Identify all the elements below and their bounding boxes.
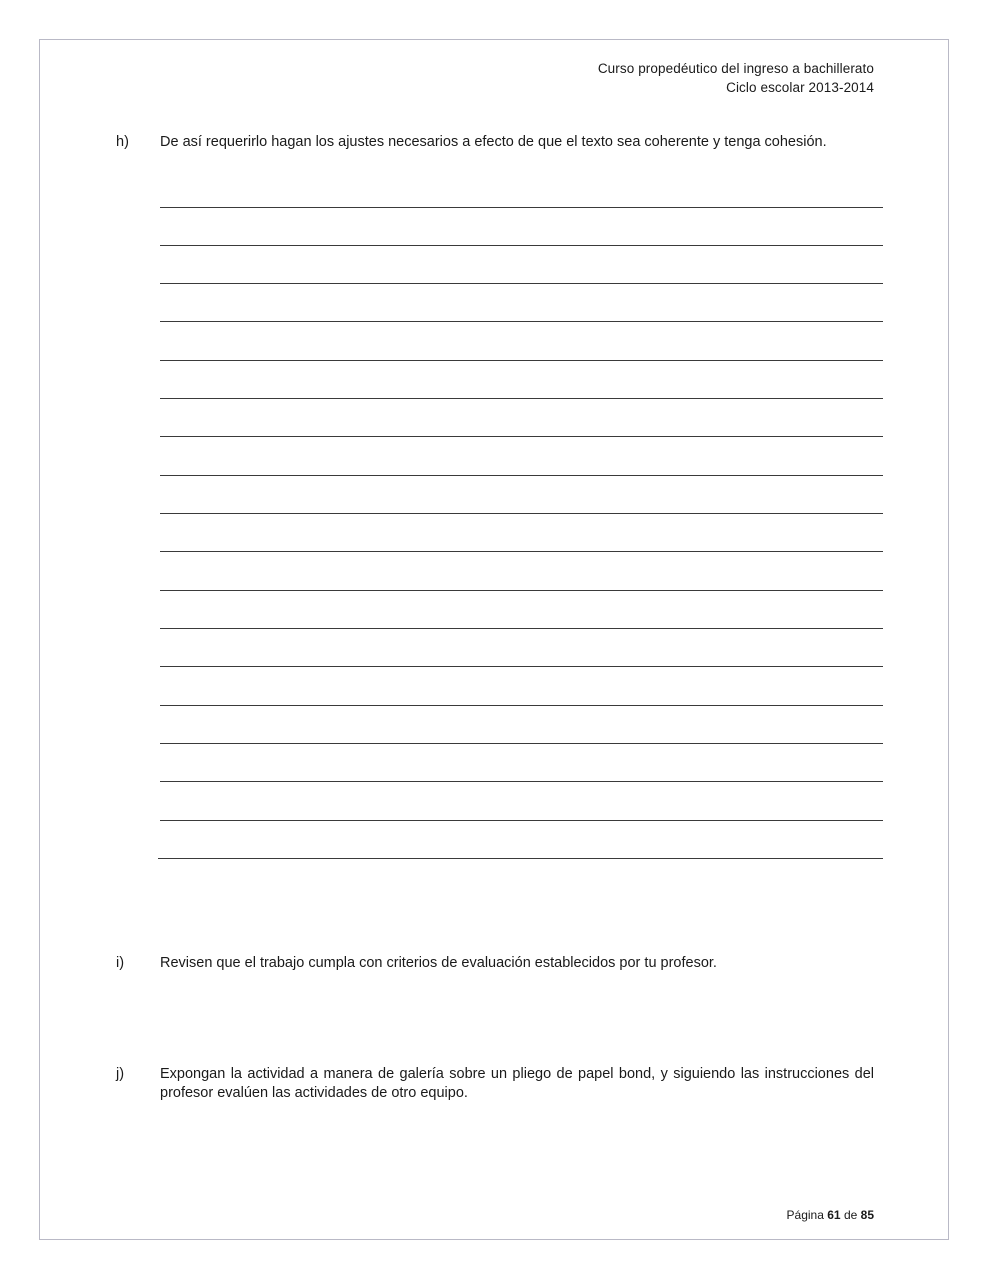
answer-line[interactable] [160, 705, 883, 706]
answer-line[interactable] [160, 820, 883, 821]
header-school-year: Ciclo escolar 2013-2014 [726, 80, 874, 95]
answer-line[interactable] [160, 590, 883, 591]
page-border [39, 39, 949, 1240]
of-word: de [843, 1208, 858, 1222]
page-header [598, 59, 874, 97]
answer-line[interactable] [160, 666, 883, 667]
header-course-title: Curso propedéutico del ingreso a bachillerato [597, 61, 874, 76]
answer-line[interactable] [160, 436, 883, 437]
answer-line[interactable] [160, 475, 883, 476]
answer-line[interactable] [160, 283, 883, 284]
answer-line[interactable] [160, 245, 883, 246]
instruction-text: Expongan la actividad a manera de galería sobre un pliego de papel bond, y siguiendo las instrucciones del profesor evalúen las actividades de otro equipo. [160, 1066, 874, 1101]
instruction-text: De así requerirlo hagan los ajustes necesarios a efecto de que el texto sea coherente y tenga cohesión. [160, 134, 827, 150]
answer-line[interactable] [160, 360, 883, 361]
answer-line[interactable] [160, 551, 883, 552]
page-word: Página [786, 1208, 824, 1222]
answer-line[interactable] [160, 321, 883, 322]
instruction-h [116, 133, 874, 152]
page-footer [787, 1208, 874, 1222]
answer-line[interactable] [158, 858, 883, 859]
answer-line[interactable] [160, 628, 883, 629]
instruction-label: j) [116, 1066, 125, 1082]
instruction-label: i) [116, 955, 125, 971]
answer-line[interactable] [160, 398, 883, 399]
instruction-text: Revisen que el trabajo cumpla con criterios de evaluación establecidos por tu profesor. [160, 955, 717, 971]
answer-line[interactable] [160, 513, 883, 514]
answer-line[interactable] [160, 781, 883, 782]
instruction-i [116, 954, 874, 973]
total-pages: 85 [860, 1208, 874, 1222]
answer-line[interactable] [160, 743, 883, 744]
instruction-label: h) [116, 134, 129, 150]
page-number: 61 [827, 1208, 841, 1222]
answer-line[interactable] [160, 207, 883, 208]
instruction-j [116, 1065, 874, 1103]
